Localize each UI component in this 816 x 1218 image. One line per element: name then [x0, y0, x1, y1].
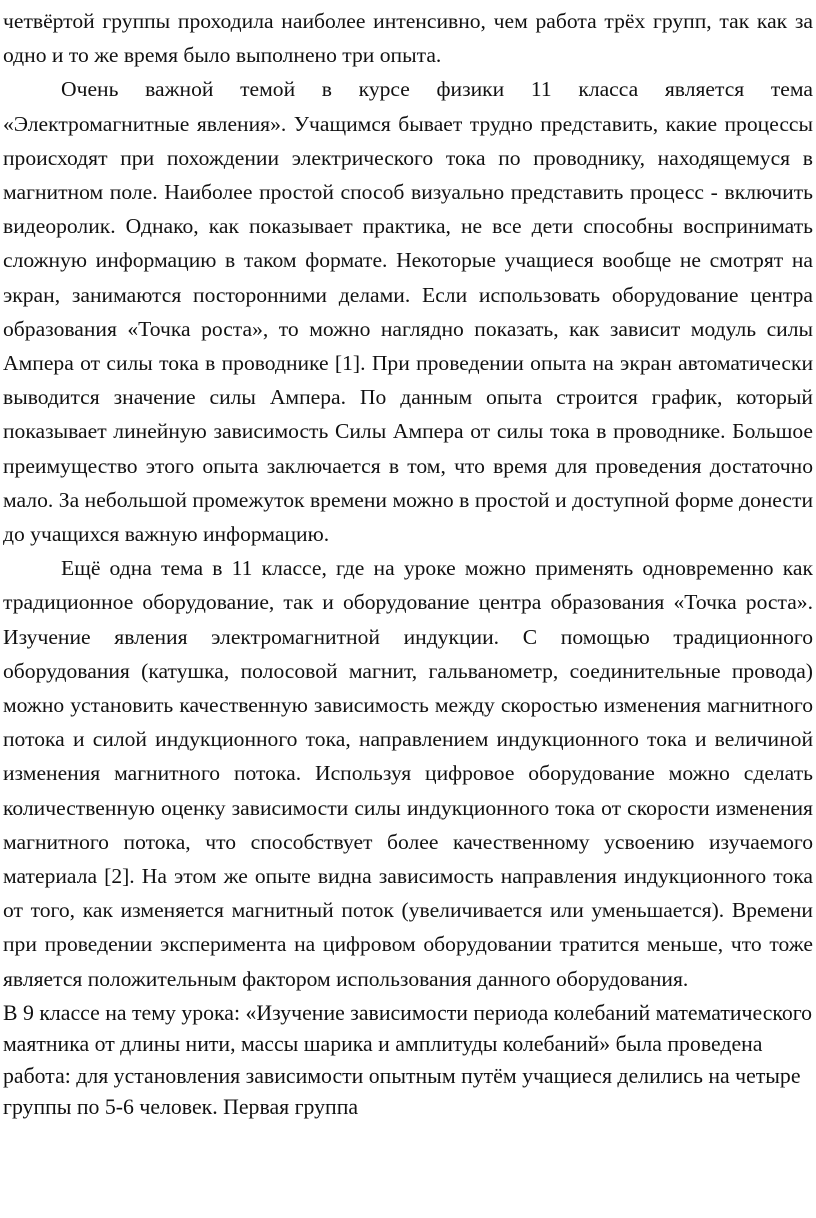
paragraph-continuation: четвёртой группы проходила наиболее интенсивно, чем работа трёх групп, так как за одно и то же время было выполнено три опыта. [3, 9, 813, 68]
paragraph-electromagnetic-phenomena: Очень важной темой в курсе физики 11 класса является тема «Электромагнитные явления». Учащимся бывает трудно представить, какие процессы происходят при похождении электрического тока по проводнику, находящемуся в магнитном поле. Наиболее простой способ визуально представить процесс - включить видеоролик. Однако, как показывает практика, не все дети способны воспринимать сложную информацию в таком формате. Некоторые учащиеся вообще не смотрят на экран, занимаются посторонними делами. Если использовать оборудование центра образования «Точка роста», то можно наглядно показать, как зависит модуль силы Ампера от силы тока в проводнике [1]. При проведении опыта на экран автоматически выводится значение силы Ампера. По данным опыта строится график, который показывает линейную зависимость Силы Ампера от силы тока в проводнике. Большое преимущество этого опыта заключается в том, что время для проведения достаточно мало. За небольшой промежуток времени можно в простой и доступной форме донести до учащихся важную информацию. [3, 77, 813, 547]
paragraph-pendulum-experiment: В 9 классе на тему урока: «Изучение зависимости периода колебаний математического маятника от длины нити, массы шарика и амплитуды колебаний» была проведена работа: для установления зависимости опытным путём учащиеся делились на четыре группы по 5-6 человек. Первая группа [3, 1000, 813, 1120]
paragraph-electromagnetic-induction: Ещё одна тема в 11 классе, где на уроке можно применять одновременно как традиционное оборудование, так и оборудование центра образования «Точка роста». Изучение явления электромагнитной индукции. С помощью традиционного оборудования (катушка, полосовой магнит, гальванометр, соединительные провода) можно установить качественную зависимость между скоростью изменения магнитного потока и силой индукционного тока, направлением индукционного тока и величиной изменения магнитного потока. Используя цифровое оборудование можно сделать количественную оценку зависимости силы индукционного тока от скорости изменения магнитного потока, что способствует более качественному усвоению изучаемого материала [2]. На этом же опыте видна зависимость направления индукционного тока от того, как изменяется магнитный поток (увеличивается или уменьшается). Времени при проведении эксперимента на цифровом оборудовании тратится меньше, что тоже является положительным фактором использования данного оборудования. [3, 556, 813, 991]
